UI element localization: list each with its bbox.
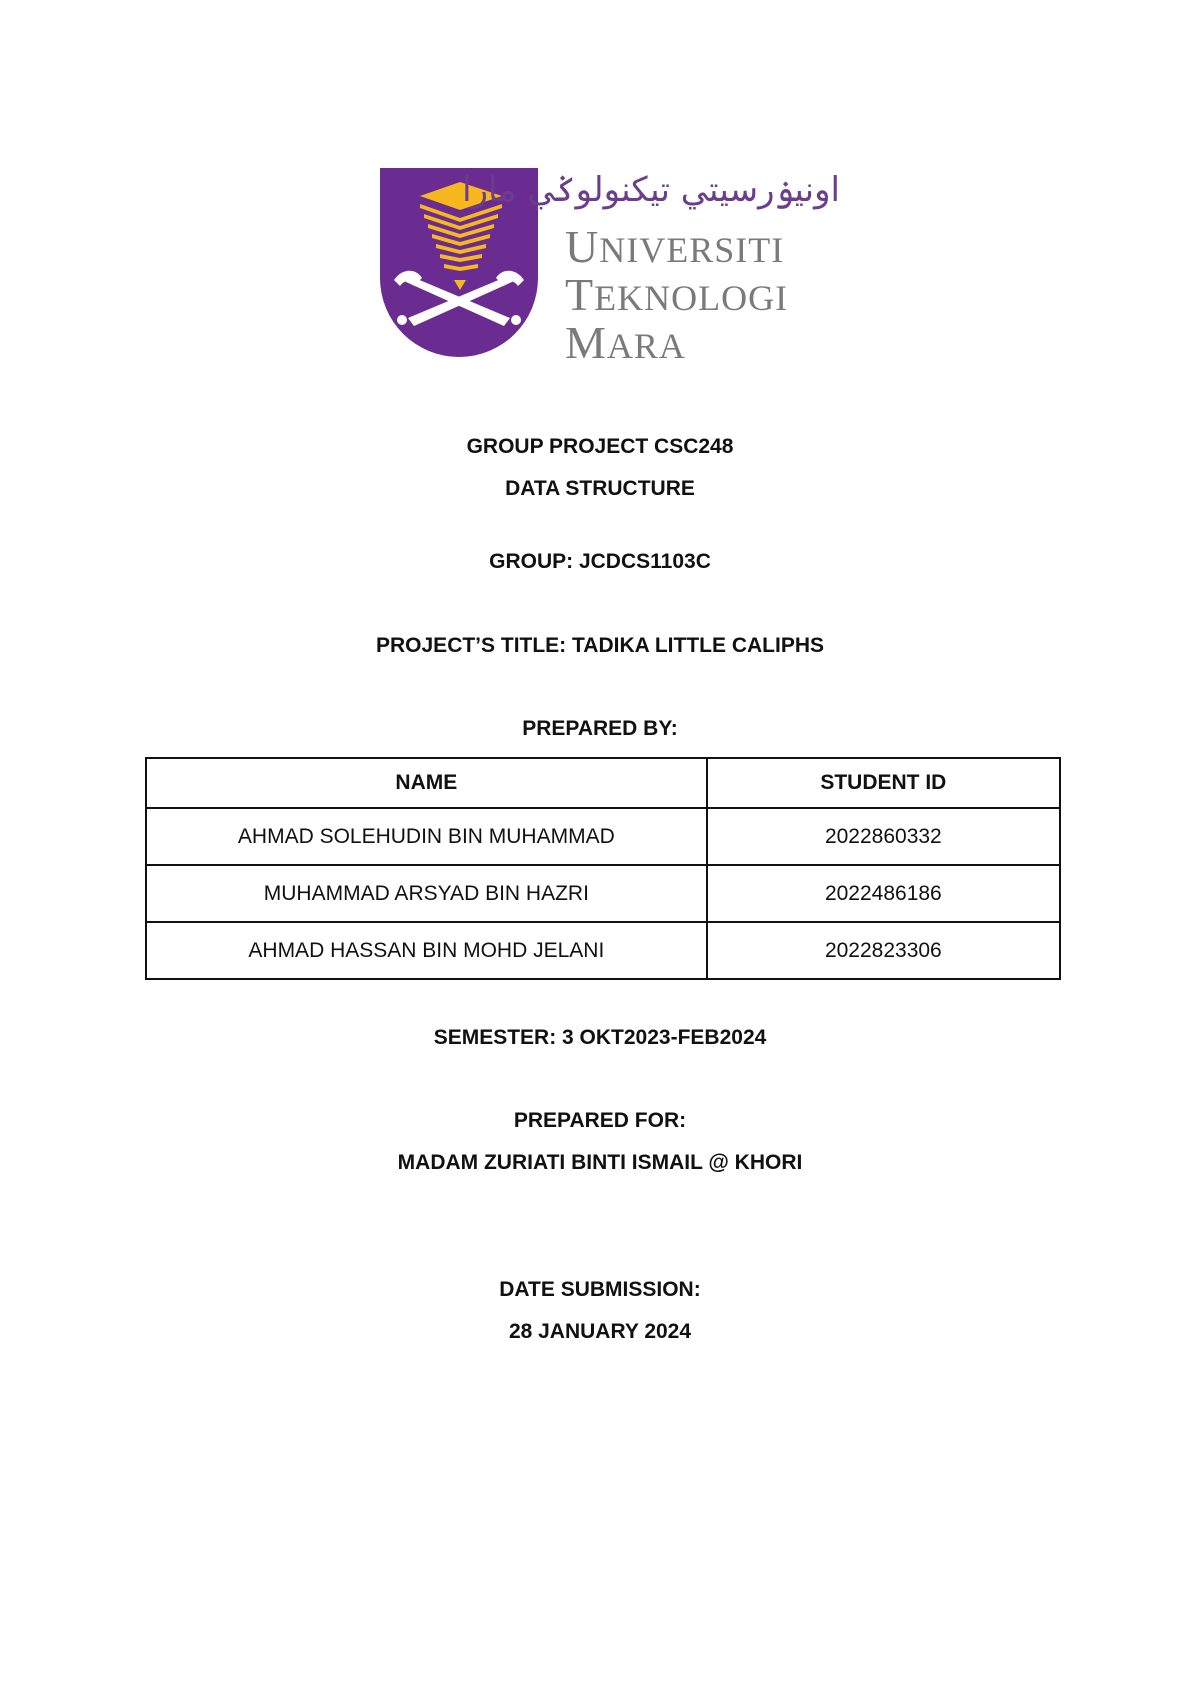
student-name-cell: MUHAMMAD ARSYAD BIN HAZRI: [146, 865, 707, 922]
course-title: GROUP PROJECT CSC248: [466, 435, 734, 458]
student-name-cell: AHMAD HASSAN BIN MOHD JELANI: [146, 922, 707, 979]
column-header-student-id: STUDENT ID: [707, 758, 1060, 808]
university-logo: [380, 168, 840, 368]
prepared-for-label: PREPARED FOR:: [513, 1109, 687, 1132]
table-row: [146, 808, 1060, 865]
lecturer-name: MADAM ZURIATI BINTI ISMAIL @ KHORI: [397, 1151, 803, 1174]
student-id-cell: 2022823306: [707, 922, 1060, 979]
course-subtitle: DATA STRUCTURE: [505, 477, 695, 500]
student-id-cell: 2022486186: [707, 865, 1060, 922]
prepared-by-label: PREPARED BY:: [522, 717, 678, 740]
student-id-cell: 2022860332: [707, 808, 1060, 865]
students-table: [145, 757, 1061, 980]
university-wordmark: [462, 168, 845, 368]
wordmark-line-universiti: UNIVERSITI: [565, 221, 785, 272]
table-header-row: [146, 758, 1060, 808]
table-row: [146, 865, 1060, 922]
group-code: GROUP: JCDCS1103C: [489, 550, 711, 573]
project-title: PROJECT’S TITLE: TADIKA LITTLE CALIPHS: [376, 634, 824, 657]
wordmark-line-teknologi: TEKNOLOGI: [565, 269, 789, 320]
table-row: [146, 922, 1060, 979]
semester: SEMESTER: 3 OKT2023-FEB2024: [433, 1026, 767, 1049]
wordmark-line-mara: MARA: [565, 317, 686, 368]
submission-date: 28 JANUARY 2024: [508, 1320, 692, 1343]
date-submission-label: DATE SUBMISSION:: [499, 1278, 701, 1301]
column-header-name: NAME: [146, 758, 707, 808]
jawi-university-name: اونيۏرسيتي تيكنولوݢي مارا: [462, 170, 840, 210]
student-name-cell: AHMAD SOLEHUDIN BIN MUHAMMAD: [146, 808, 707, 865]
